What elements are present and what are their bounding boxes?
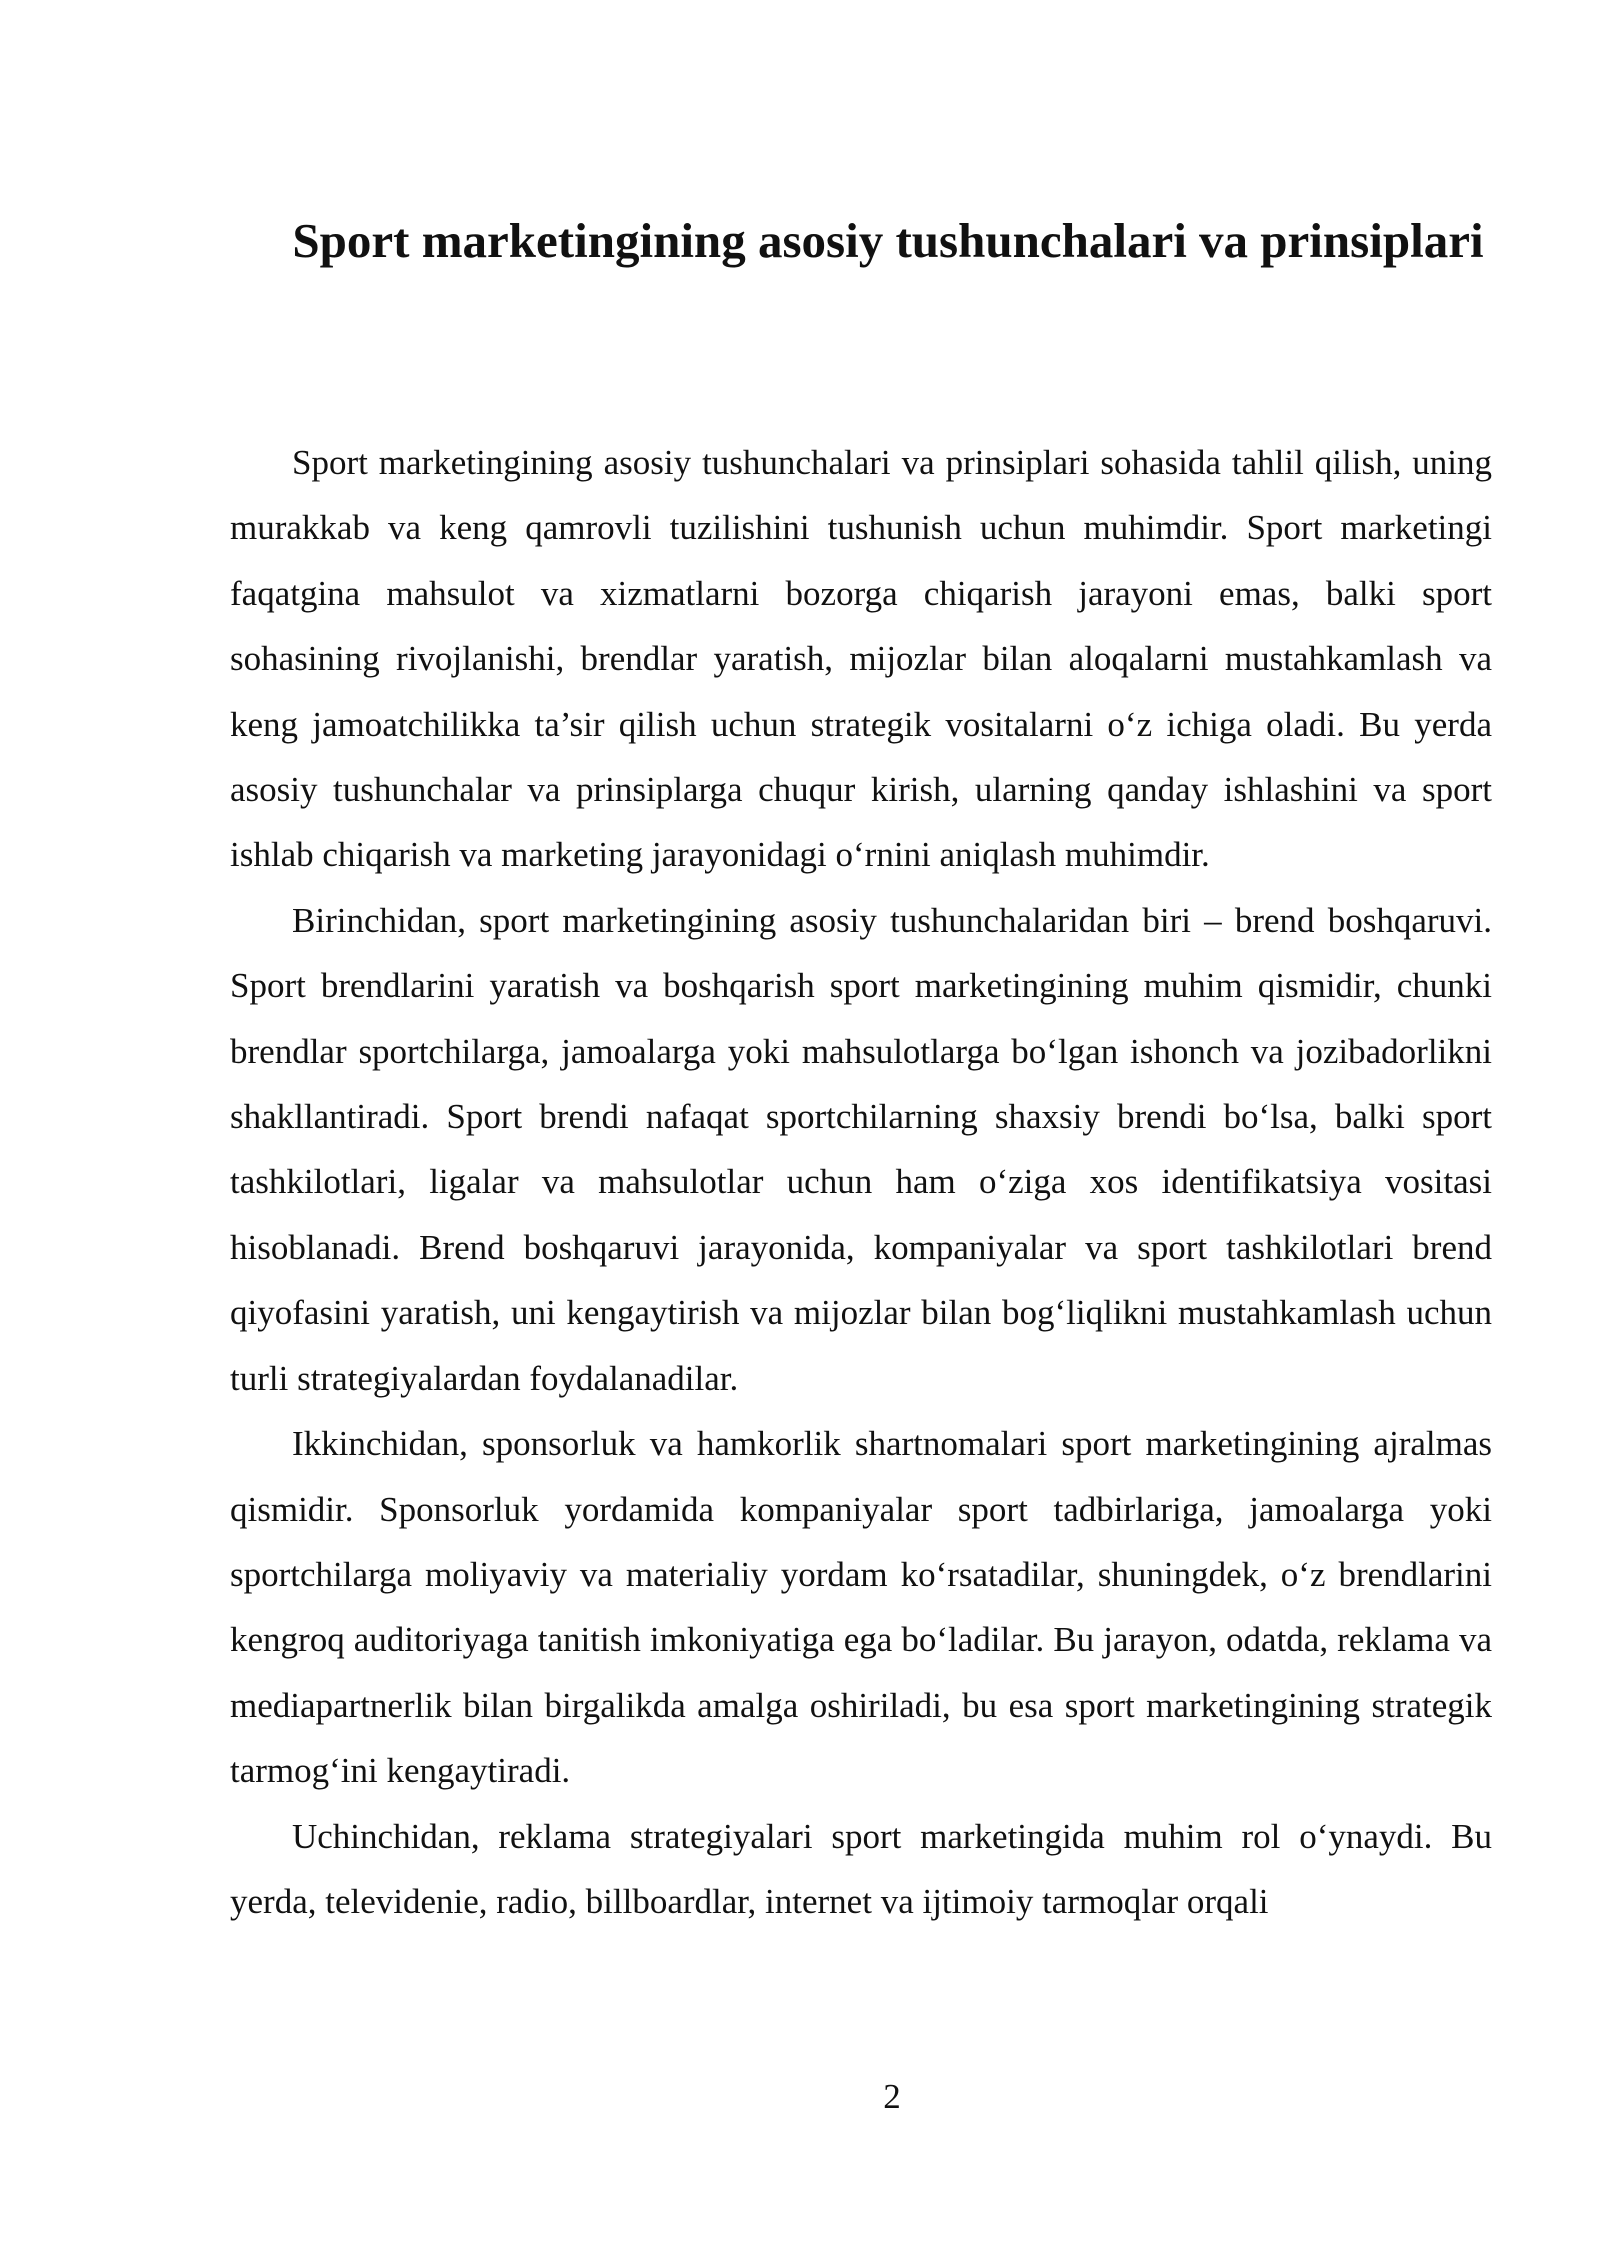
page-number: 2 <box>883 2077 901 2116</box>
body-text <box>230 430 1492 1934</box>
page-title: Sport marketingining asosiy tushunchalari va prinsiplari <box>292 213 1484 268</box>
paragraph-1: Sport marketingining asosiy tushunchalari va prinsiplari sohasida tahlil qilish, uning murakkab va keng qamrovli tuzilishini tushunish uchun muhimdir. Sport marketingi faqatgina mahsulot va xizmatlarni bozorga chiqarish jarayoni emas, balki sport sohasining rivojlanishi, brendlar yaratish, mijozlar bilan aloqalarni mustahkamlash va keng jamoatchilikka ta’sir qilish uchun strategik vositalarni o‘z ichiga oladi. Bu yerda asosiy tushunchalar va prinsiplarga chuqur kirish, ularning qanday ishlashini va sport ishlab chiqarish va marketing jarayonidagi o‘rnini aniqlash muhimdir. <box>230 443 1492 875</box>
paragraph-3: Ikkinchidan, sponsorluk va hamkorlik shartnomalari sport marketingining ajralmas qismidir. Sponsorluk yordamida kompaniyalar sport tadbirlariga, jamoalarga yoki sportchilarga moliyaviy va materialiy yordam ko‘rsatadilar, shuningdek, o‘z brendlarini kengroq auditoriyaga tanitish imkoniyatiga ega bo‘ladilar. Bu jarayon, odatda, reklama va mediapartnerlik bilan birgalikda amalga oshiriladi, bu esa sport marketingining strategik tarmog‘ini kengaytiradi. <box>230 1424 1492 1791</box>
paragraph-2: Birinchidan, sport marketingining asosiy tushunchalaridan biri – brend boshqaruvi. Sport brendlarini yaratish va boshqarish sport marketingining muhim qismidir, chunki brendlar sportchilarga, jamoalarga yoki mahsulotlarga bo‘lgan ishonch va jozibadorlikni shakllantiradi. Sport brendi nafaqat sportchilarning shaxsiy brendi bo‘lsa, balki sport tashkilotlari, ligalar va mahsulotlar uchun ham o‘ziga xos identifikatsiya vositasi hisoblanadi. Brend boshqaruvi jarayonida, kompaniyalar va sport tashkilotlari brend qiyofasini yaratish, uni kengaytirish va mijozlar bilan bog‘liqlikni mustahkamlash uchun turli strategiyalardan foydalanadilar. <box>230 900 1492 1398</box>
paragraph-4: Uchinchidan, reklama strategiyalari sport marketingida muhim rol o‘ynaydi. Bu yerda, televidenie, radio, billboardlar, internet va ijtimoiy tarmoqlar orqali <box>230 1816 1492 1921</box>
